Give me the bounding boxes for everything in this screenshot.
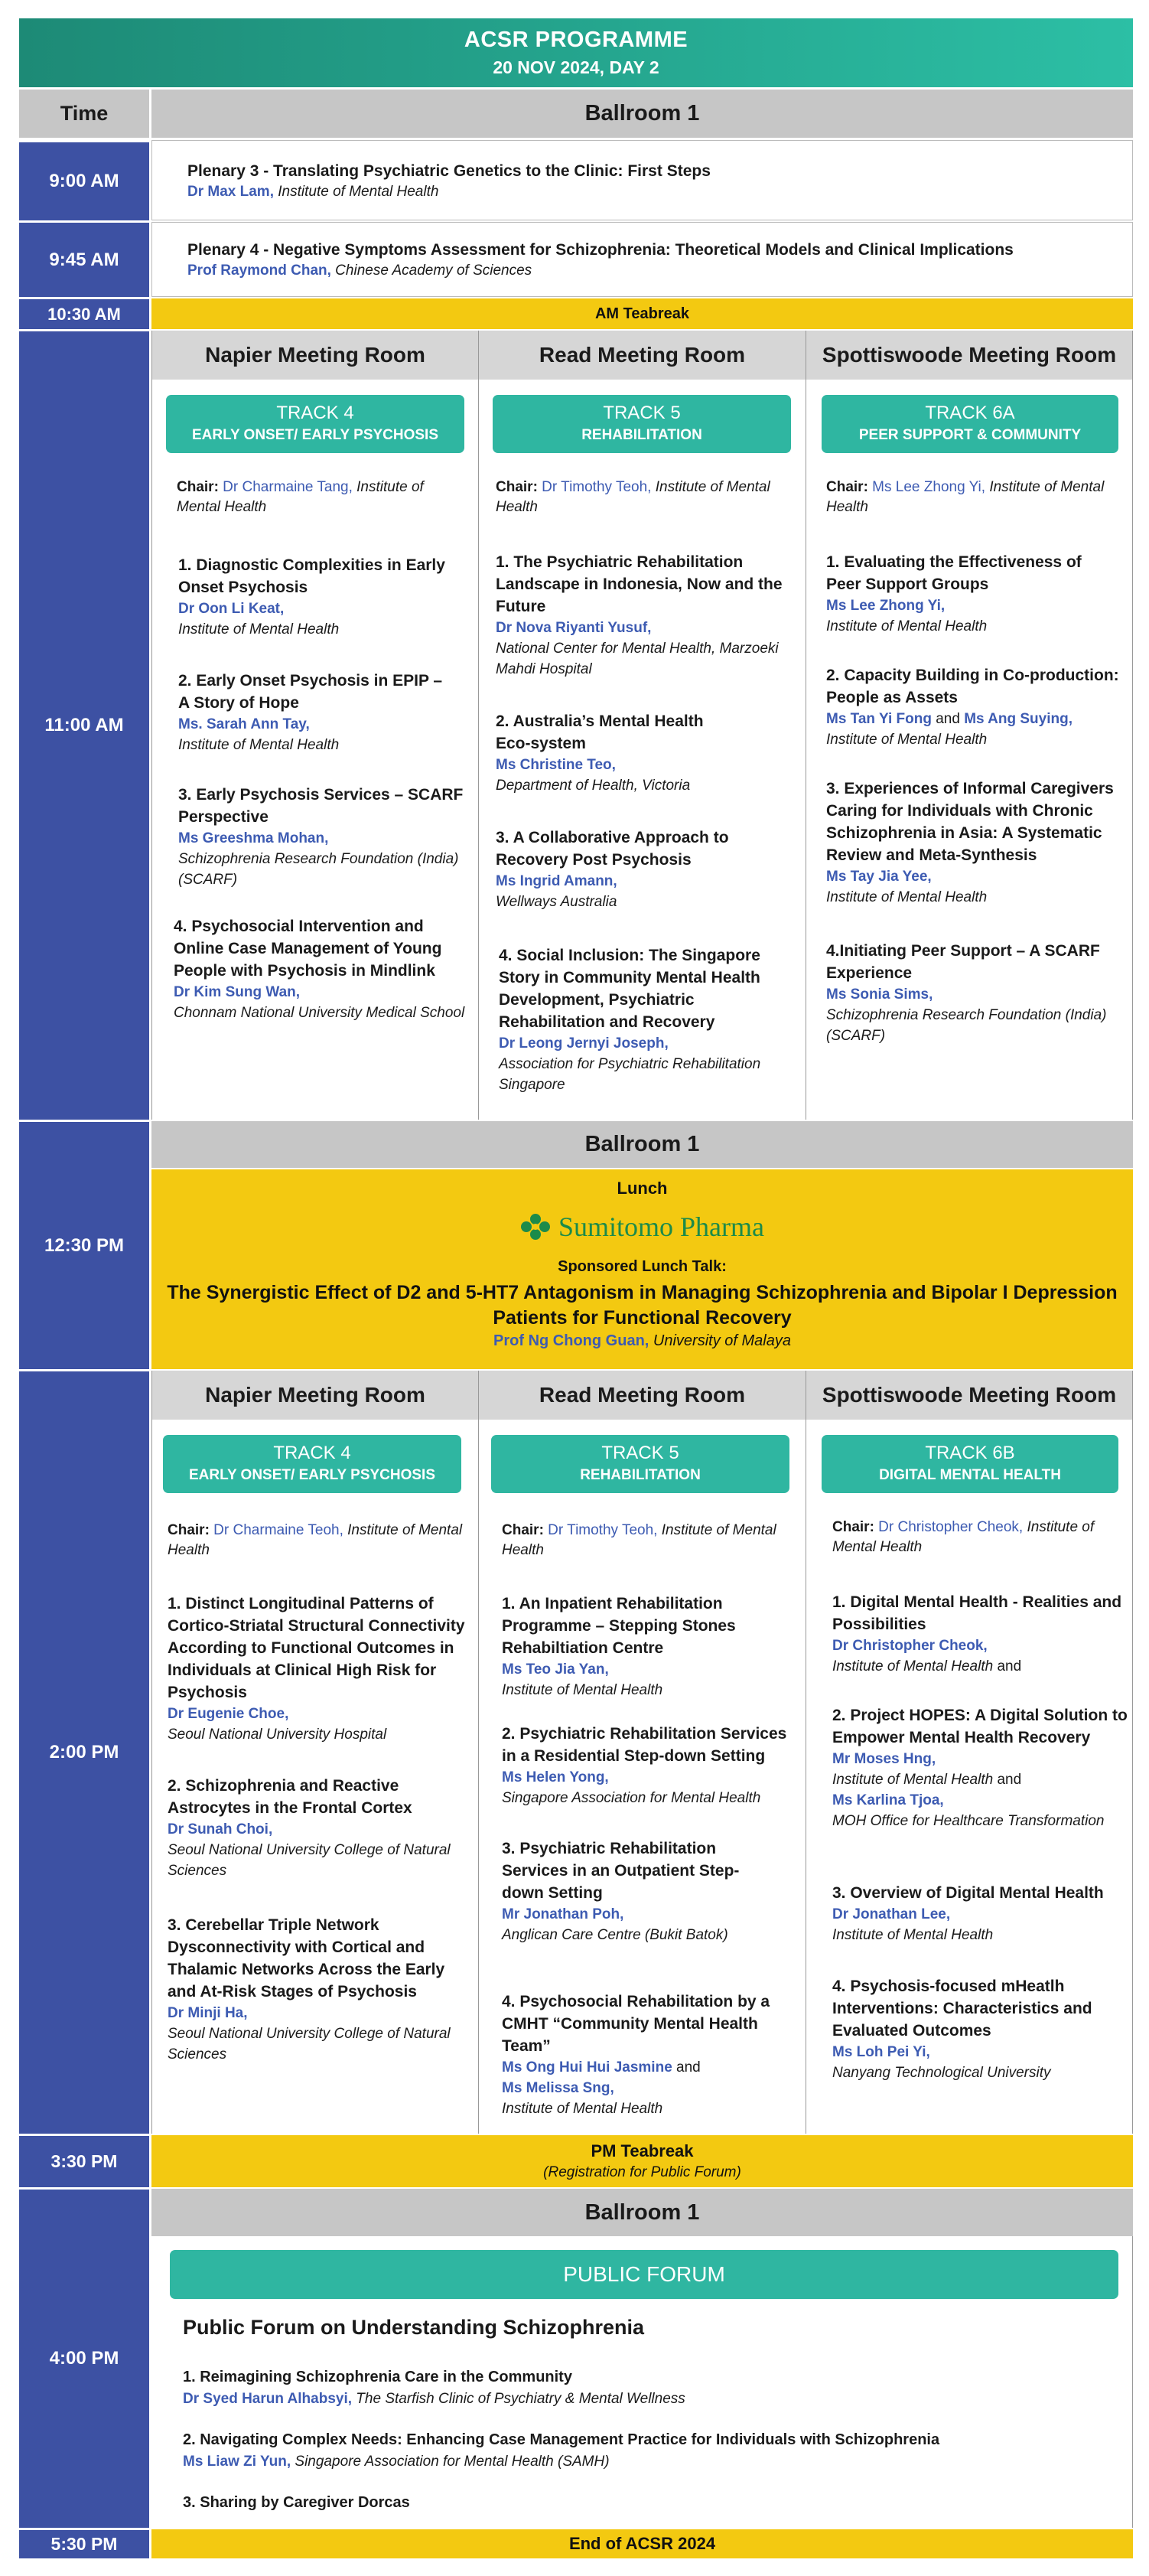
speaker-name: Dr Jonathan Lee, (832, 1906, 951, 1922)
speaker-name: Dr Eugenie Choe, (168, 1706, 289, 1722)
napier-session-1 (151, 331, 479, 1120)
lunch-label: Lunch (617, 1179, 668, 1198)
talk-title: 1. Reimagining Schizophrenia Care in the Community (183, 2369, 572, 2385)
speaker-affiliation: National Center for Mental Health, Marzoeki Mahdi Hospital (496, 641, 779, 677)
talk-item (826, 778, 1128, 908)
plenary-title: Plenary 3 - Translating Psychiatric Genetics to the Clinic: First Steps (187, 162, 711, 180)
talk-item (496, 551, 798, 680)
talk-item (832, 1882, 1131, 1945)
track-number: TRACK 5 (601, 1443, 679, 1463)
speaker-name: Ms Ang Suying, (964, 711, 1073, 727)
talk-item (832, 1704, 1131, 1831)
talk-item (496, 827, 771, 912)
programme-header (19, 18, 1133, 87)
conjunction: and (672, 2059, 701, 2075)
time-slot: 11:00 AM (19, 329, 149, 1120)
time-slot: 12:30 PM (19, 1120, 149, 1369)
talk-title: 3. A Collaborative Approach to Recovery Post Psychosis (496, 829, 729, 869)
chair-line (832, 1518, 1123, 1557)
talk-title: 1. Evaluating the Effectiveness of Peer Support Groups (826, 553, 1082, 593)
speaker-name: Ms Sonia Sims, (826, 986, 933, 1003)
chair-affiliation: Institute of Mental Health (177, 479, 424, 515)
speaker-name: Ms Helen Yong, (502, 1769, 609, 1785)
speaker-name: Ms Greeshma Mohan, (178, 830, 329, 846)
speaker-affiliation: Singapore Association for Mental Health (SAMH) (291, 2454, 610, 2470)
talk-item (178, 670, 454, 755)
conjunction: and (993, 1658, 1022, 1674)
speaker-affiliation: Seoul National University College of Natural Sciences (168, 1842, 451, 1879)
track-subtitle: EARLY ONSET/ EARLY PSYCHOSIS (191, 427, 439, 443)
speaker-name: Ms Karlina Tjoa, (832, 1792, 944, 1808)
track-subtitle: REHABILITATION (580, 1467, 701, 1483)
speaker-name: Dr Nova Riyanti Yusuf, (496, 620, 652, 636)
speaker-name: Ms Ingrid Amann, (496, 873, 617, 889)
speaker-affiliation: Institute of Mental Health (273, 184, 439, 200)
speaker-name: Prof Ng Chong Guan, (493, 1332, 649, 1349)
talk-title: 4. Social Inclusion: The Singapore Story in Community Mental Health Development, Psychiatric Rehabilitation and Recovery (499, 947, 760, 1031)
talk-item (168, 1593, 474, 1745)
speaker-affiliation: Anglican Care Centre (Bukit Batok) (502, 1927, 728, 1943)
speaker-affiliation: Institute of Mental Health (826, 732, 988, 748)
speaker-affiliation: Institute of Mental Health (178, 621, 340, 637)
speaker-affiliation: Department of Health, Victoria (496, 778, 691, 794)
track-number: TRACK 4 (276, 403, 354, 423)
speaker-affiliation: MOH Office for Healthcare Transformation (832, 1813, 1105, 1829)
room-header: Spottiswoode Meeting Room (806, 1371, 1132, 1420)
talk-title: 3. Experiences of Informal Caregivers Caring for Individuals with Chronic Schizophrenia in Asia: A Systematic Review and Meta-Synthesis (826, 780, 1114, 864)
speaker-name: Ms Liaw Zi Yun, (183, 2454, 291, 2470)
chair-label: Chair: (496, 479, 538, 495)
time-slot: 9:45 AM (19, 220, 149, 297)
plenary-title: Plenary 4 - Negative Symptoms Assessment for Schizophrenia: Theoretical Models and Clinical Implications (187, 241, 1014, 259)
speaker-affiliation: Institute of Mental Health (178, 737, 340, 753)
speaker-name: Dr Sunah Choi, (168, 1821, 273, 1837)
speaker-affiliation: Institute of Mental Health (502, 1682, 663, 1698)
talk-title: 1. Diagnostic Complexities in Early Onset Psychosis (178, 556, 445, 596)
chair-name: Dr Timothy Teoh, (537, 479, 652, 495)
chair-affiliation: Institute of Mental Health (496, 479, 770, 515)
talk-title: 1. The Psychiatric Rehabilitation Landscape in Indonesia, Now and the Future (496, 553, 783, 615)
time-slot: 2:00 PM (19, 1369, 149, 2134)
talk-item (499, 944, 801, 1095)
venue-column-head: Ballroom 1 (151, 90, 1133, 138)
speaker-affiliation: Schizophrenia Research Foundation (India) (SCARF) (178, 851, 459, 888)
napier-session-2 (151, 1371, 479, 2134)
chair-affiliation: Institute of Mental Health (826, 479, 1105, 515)
speaker-affiliation: Singapore Association for Mental Health (502, 1790, 761, 1806)
sponsor-name: Sumitomo Pharma (558, 1211, 764, 1242)
chair-name: Dr Charmaine Teoh, (209, 1522, 343, 1538)
talk-title: 4. Psychosocial Rehabilitation by a CMHT “Community Mental Health Team” (502, 1993, 770, 2055)
chair-label: Chair: (168, 1522, 210, 1538)
talk-item (502, 1723, 800, 1808)
talk-title: 1. An Inpatient Rehabilitation Programme – Stepping Stones Rehabiltiation Centre (502, 1595, 736, 1657)
talk-item (174, 915, 472, 1023)
speaker-name: Ms Tay Jia Yee, (826, 869, 932, 885)
plenary-speaker-line (187, 262, 532, 279)
pm-teabreak-note: (Registration for Public Forum) (543, 2164, 741, 2180)
read-session-2 (479, 1371, 806, 2134)
chair-line (168, 1521, 466, 1560)
speaker-affiliation: University of Malaya (649, 1332, 791, 1349)
talk-item (168, 1775, 458, 1881)
speaker-affiliation: Institute of Mental Health (826, 889, 988, 905)
forum-item (183, 2429, 1116, 2472)
time-slot: 9:00 AM (19, 140, 149, 220)
plenary-speaker-line (187, 184, 438, 201)
chair-label: Chair: (832, 1519, 874, 1535)
speaker-name: Dr Minji Ha, (168, 2005, 248, 2021)
sponsor-logo (151, 1211, 1133, 1243)
talk-item (502, 1837, 754, 1945)
talk-item (502, 1593, 777, 1700)
track-subtitle: PEER SUPPORT & COMMUNITY (858, 427, 1082, 443)
room-header: Napier Meeting Room (152, 331, 478, 380)
speaker-affiliation: Association for Psychiatric Rehabilitation Singapore (499, 1056, 761, 1093)
track-subtitle: DIGITAL MENTAL HEALTH (879, 1467, 1061, 1483)
talk-title: 3. Psychiatric Rehabilitation Services in an Outpatient Step-down Setting (502, 1840, 740, 1902)
speaker-affiliation: Chinese Academy of Sciences (330, 262, 532, 279)
lunch-venue-head: Ballroom 1 (151, 1121, 1133, 1168)
track-number: TRACK 4 (273, 1443, 351, 1463)
time-column-head: Time (19, 90, 149, 138)
talk-title: 2. Schizophrenia and Reactive Astrocytes in the Frontal Cortex (168, 1777, 412, 1817)
talk-title: 2. Psychiatric Rehabilitation Services in a Residential Step-down Setting (502, 1725, 787, 1765)
time-slot: 4:00 PM (19, 2187, 149, 2528)
read-session-1 (479, 331, 806, 1120)
speaker-affiliation: Institute of Mental Health (832, 1658, 994, 1674)
conjunction: and (931, 711, 965, 727)
chair-affiliation: Institute of Mental Health (168, 1522, 463, 1558)
speaker-affiliation: Institute of Mental Health (832, 1772, 994, 1788)
speaker-name: Ms Tan Yi Fong (826, 711, 932, 727)
forum-item (183, 2366, 1116, 2409)
speaker-name: Dr Syed Harun Alhabsyi, (183, 2391, 353, 2407)
talk-item (832, 1591, 1123, 1677)
speaker-affiliation: Schizophrenia Research Foundation (India) (SCARF) (826, 1007, 1107, 1044)
lunch-block (151, 1169, 1133, 1369)
chair-line (826, 478, 1117, 517)
speaker-affiliation: Seoul National University College of Natural Sciences (168, 2026, 451, 2062)
talk-title: 2. Early Onset Psychosis in EPIP – A Story of Hope (178, 672, 443, 712)
chair-name: Dr Charmaine Tang, (218, 479, 353, 495)
room-header: Read Meeting Room (479, 1371, 806, 1420)
talk-title: 3. Early Psychosis Services – SCARF Perspective (178, 786, 464, 826)
track-badge (822, 395, 1118, 453)
speaker-name: Dr Kim Sung Wan, (174, 984, 301, 1000)
forum-item (183, 2492, 1116, 2514)
speaker-name: Ms Ong Hui Hui Jasmine (502, 2059, 672, 2075)
speaker-affiliation: Institute of Mental Health (832, 1927, 994, 1943)
pm-teabreak (151, 2135, 1133, 2187)
chair-label: Chair: (502, 1522, 544, 1538)
time-slot: 10:30 AM (19, 297, 149, 329)
speaker-name: Ms Loh Pei Yi, (832, 2044, 930, 2060)
chair-label: Chair: (177, 479, 219, 495)
talk-title: 3. Overview of Digital Mental Health (832, 1884, 1104, 1902)
speaker-name: Dr Christopher Cheok, (832, 1638, 988, 1654)
talk-title: 4. Psychosocial Intervention and Online Case Management of Young People with Psychosis in Mindlink (174, 918, 442, 980)
talk-item (502, 1991, 793, 2119)
talk-item (178, 554, 454, 640)
plenary-3 (151, 140, 1133, 220)
speaker-name: Dr Oon Li Keat, (178, 601, 285, 617)
talk-title: 3. Cerebellar Triple Network Dysconnectivity with Cortical and Thalamic Networks Across the Early and At-Risk Stages of Psychosis (168, 1916, 445, 2000)
speaker-name: Prof Raymond Chan, (187, 262, 331, 279)
lunch-speaker-line (151, 1332, 1133, 1350)
track-number: TRACK 6A (925, 403, 1015, 423)
chair-name: Dr Christopher Cheok, (874, 1519, 1024, 1535)
talk-title: 2. Navigating Complex Needs: Enhancing Case Management Practice for Individuals with Schizophrenia (183, 2431, 940, 2448)
speaker-name: Mr Jonathan Poh, (502, 1906, 624, 1922)
talk-title: 1. Digital Mental Health - Realities and Possibilities (832, 1593, 1122, 1633)
talk-title: 3. Sharing by Caregiver Dorcas (183, 2494, 410, 2511)
chair-line (177, 478, 467, 517)
speaker-name: Dr Leong Jernyi Joseph, (499, 1035, 669, 1052)
talk-label: Sponsored Lunch Talk: (558, 1258, 727, 1275)
chair-name: Dr Timothy Teoh, (543, 1522, 658, 1538)
chair-label: Chair: (826, 479, 868, 495)
talk-title: 2. Project HOPES: A Digital Solution to Empower Mental Health Recovery (832, 1707, 1128, 1746)
lunch-talk-title: The Synergistic Effect of D2 and 5-HT7 Antagonism in Managing Schizophrenia and Bipolar I Depression Patients for Functional Recovery (167, 1282, 1118, 1329)
speaker-name: Ms Lee Zhong Yi, (826, 598, 946, 614)
track-badge (493, 395, 791, 453)
speaker-name: Ms Teo Jia Yan, (502, 1661, 609, 1678)
speaker-name: Ms Christine Teo, (496, 757, 616, 773)
track-badge (166, 395, 464, 453)
speaker-name: Dr Max Lam, (187, 184, 274, 200)
programme-title: ACSR PROGRAMME (464, 28, 688, 52)
talk-item (826, 664, 1128, 750)
track-number: TRACK 6B (925, 1443, 1015, 1463)
room-header: Spottiswoode Meeting Room (806, 331, 1132, 380)
talk-title: 4.Initiating Peer Support – A SCARF Experience (826, 942, 1100, 982)
talk-item (178, 784, 469, 890)
sponsor-mark-icon (520, 1213, 551, 1241)
chair-line (502, 1521, 793, 1560)
time-slot: 5:30 PM (19, 2528, 149, 2558)
spottiswoode-session-2 (806, 1371, 1133, 2134)
track-number: TRACK 5 (603, 403, 681, 423)
speaker-affiliation: The Starfish Clinic of Psychiatry & Mental Wellness (352, 2391, 685, 2407)
track-badge (822, 1435, 1118, 1493)
speaker-affiliation: Chonnam National University Medical School (174, 1005, 465, 1021)
talk-item (496, 710, 741, 796)
time-slot: 3:30 PM (19, 2134, 149, 2187)
talk-item (826, 551, 1117, 637)
chair-name: Ms Lee Zhong Yi, (867, 479, 986, 495)
chair-affiliation: Institute of Mental Health (502, 1522, 776, 1558)
pm-teabreak-label: PM Teabreak (591, 2141, 694, 2160)
conjunction: and (993, 1772, 1022, 1788)
public-forum-banner: PUBLIC FORUM (170, 2250, 1118, 2299)
talk-title: 4. Psychosis-focused mHeatlh Interventions: Characteristics and Evaluated Outcomes (832, 1978, 1092, 2040)
talk-title: 2. Capacity Building in Co-production: People as Assets (826, 667, 1119, 706)
room-header: Read Meeting Room (479, 331, 806, 380)
speaker-affiliation: Institute of Mental Health (502, 2101, 663, 2117)
end-banner: End of ACSR 2024 (151, 2529, 1133, 2558)
forum-venue-head: Ballroom 1 (151, 2189, 1133, 2236)
talk-item (826, 940, 1117, 1046)
programme-date: 20 NOV 2024, DAY 2 (493, 57, 659, 77)
speaker-affiliation: Wellways Australia (496, 894, 617, 910)
track-subtitle: EARLY ONSET/ EARLY PSYCHOSIS (188, 1467, 436, 1483)
speaker-name: Ms. Sarah Ann Tay, (178, 716, 310, 732)
speaker-affiliation: Nanyang Technological University (832, 2065, 1051, 2081)
track-badge (491, 1435, 789, 1493)
track-subtitle: REHABILITATION (581, 427, 702, 443)
room-header: Napier Meeting Room (152, 1371, 478, 1420)
spottiswoode-session-1 (806, 331, 1133, 1120)
track-badge (163, 1435, 461, 1493)
forum-title: Public Forum on Understanding Schizophrenia (183, 2316, 645, 2339)
speaker-name: Mr Moses Hng, (832, 1751, 936, 1767)
chair-affiliation: Institute of Mental Health (832, 1519, 1095, 1555)
plenary-4 (151, 222, 1133, 297)
talk-title: 1. Distinct Longitudinal Patterns of Cortico-Striatal Structural Connectivity According to Functional Outcomes in Individuals at Clinical High Risk for Psychosis (168, 1595, 465, 1701)
speaker-affiliation: Seoul National University Hospital (168, 1727, 387, 1743)
talk-item (168, 1914, 474, 2065)
speaker-affiliation: Institute of Mental Health (826, 618, 988, 634)
speaker-name: Ms Melissa Sng, (502, 2080, 614, 2096)
am-teabreak: AM Teabreak (151, 298, 1133, 329)
talk-item (832, 1975, 1123, 2083)
chair-line (496, 478, 786, 517)
talk-title: 2. Australia’s Mental Health Eco-system (496, 712, 704, 752)
